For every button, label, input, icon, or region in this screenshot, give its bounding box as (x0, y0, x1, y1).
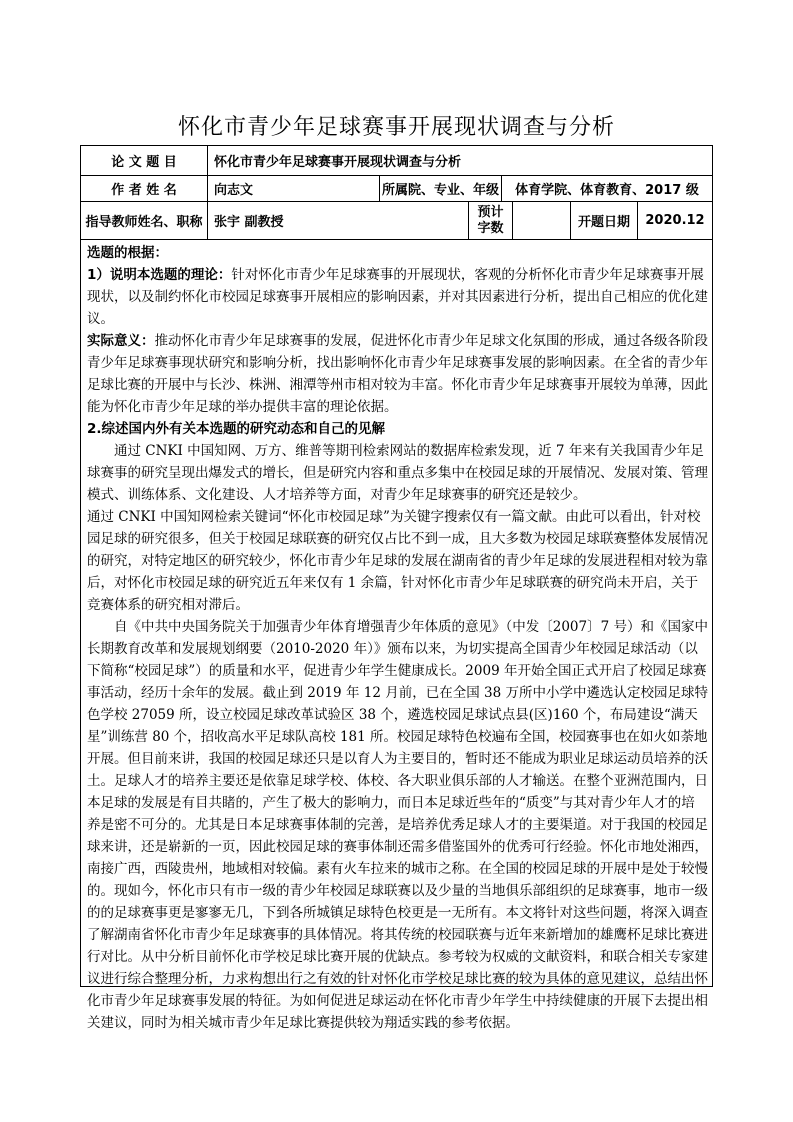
review-heading: 2.综述国内外有关本选题的研究动态和自己的见解 (87, 421, 386, 437)
author-name-label: 作 者 姓 名 (111, 183, 177, 198)
word-count-label-line1: 预计 (477, 204, 504, 220)
proposal-body (87, 242, 708, 1034)
form-row-author (81, 176, 712, 202)
significance-paragraph (87, 330, 708, 418)
review-paragraph-1: 通过 CNKI 中国知网、万方、维普等期刊检索网站的数据库检索发现，近 7 年来有关我国青少年足球赛事的研究呈现出爆发式的增长，但是研究内容和重点多集中在校园足球的开展情况、发展对策、管理模式、训练体系、文化建设、人才培养等方面，对青少年足球赛事的研究还是较少。 (87, 443, 708, 503)
start-date-value: 2020.12 (637, 202, 712, 239)
theory-paragraph (87, 264, 708, 330)
review-paragraph-3: 自《中共中央国务院关于加强青少年体育增强青少年体质的意见》（中发〔2007〕7 号）和《国家中长期教育改革和发展规划纲要（2010-2020 年）》颁布以来，为切实提高全国青少年校园足球活动（以下简称“校园足球”）的质量和水平，促进青少年学生健康成长。2009 年开始全国正式开启了校园足球赛事活动，经历十余年的发展。截止到 2019 年 12 月前，已在全国 38 万所中小学中遴选认定校园足球特色学校 27059 所，设立校园足球改革试验区 38 个，遴选校园足球试点县(区)160 个，布局建设“满天星”训练营 80 个，招收高水平足球队高校 181 所。校园足球特色校遍布全国，校园赛事也在如火如荼地开展。但目前来讲，我国的校园足球还只是以育人为主要目的，暂时还不能成为职业足球运动员培养的沃土。足球人才的培养主要还是依靠足球学校、体校、各大职业俱乐部的人才输送。在整个亚洲范围内，日本足球的发展是有目共睹的，产生了极大的影响力，而日本足球近些年的“质变”与其对青少年人才的培养是密不可分的。尤其是日本足球赛事体制的完善，是培养优秀足球人才的主要渠道。对于我国的校园足球来讲，还是崭新的一页，因此校园足球的赛事体制还需多借鉴国外的优秀可行经验。怀化市地处湘西，南接广西，西陵贵州，地域相对较偏。素有火车拉来的城市之称。在全国的校园足球的开展中是处于较慢的。现如今，怀化市只有市一级的青少年校园足球联赛以及少量的当地俱乐部组织的足球赛事，地市一级的的足球赛事更是寥寥无几，下到各所城镇足球特色校更是一无所有。本文将针对这些问题，将深入调查了解湖南省怀化市青少年足球赛事的具体情况。将其传统的校园联赛与近年来新增加的雄鹰杯足球比赛进行对比。从中分析目前怀化市学校足球比赛开展的优缺点。参考较为权威的文献资料，和联合相关专家建议进行综合整理分析，力求构想出行之有效的针对怀化市学校足球比赛的较为具体的意见建议，总结出怀化市青少年足球赛事发展的特征。为如何促进足球运动在怀化市青少年学生中持续健康的开展下去提出相关建议，同时为相关城市青少年足球比赛提供较为翔适实践的参考依据。 (87, 619, 708, 1031)
form-row-advisor (81, 202, 712, 240)
thesis-title-label: 论 文 题 目 (111, 155, 177, 170)
start-date-label: 开题日期 (570, 202, 637, 239)
advisor-label: 指导教师姓名、职称 (85, 215, 203, 230)
page-title: 怀化市青少年足球赛事开展现状调查与分析 (177, 115, 615, 140)
department-value: 体育学院、体育教育、2017 级 (501, 176, 712, 201)
significance-text: 推动怀化市青少年足球赛事的发展，促进怀化市青少年足球文化氛围的形成，通过各级各阶段青少年足球赛事现状研究和影响分析，找出影响怀化市青少年足球赛事发展的影响因素。在全省的青少年足球比赛的开展中与长沙、株洲、湘潭等州市相对较为丰富。怀化市青少年足球赛事开展较为单薄，因此能为怀化市青少年足球的举办提供丰富的理论依据。 (87, 333, 708, 415)
thesis-title-value: 怀化市青少年足球赛事开展现状调查与分析 (207, 146, 712, 175)
theory-lead: 1）说明本选题的理论： (87, 267, 232, 283)
advisor-value: 张宇 副教授 (207, 202, 468, 239)
author-name-value: 向志文 (207, 176, 379, 201)
department-label: 所属院、专业、年级 (379, 176, 501, 201)
basis-heading: 选题的根据： (87, 245, 168, 261)
form-row-thesis-title (81, 146, 712, 176)
proposal-form-table (80, 145, 713, 1031)
word-count-value (512, 202, 570, 239)
word-count-label (468, 202, 512, 239)
significance-lead: 实际意义： (87, 333, 155, 349)
review-paragraph-2: 通过 CNKI 中国知网检索关键词“怀化市校园足球”为关键字搜索仅有一篇文献。由此可以看出，针对校园足球的研究很多，但关于校园足球联赛的研究仅占比不到一成，且大多数为校园足球联赛整体发展情况的研究，对特定地区的研究较少，怀化市青少年足球的发展在湖南省的青少年足球的发展进程相对较为靠后，对怀化市校园足球的研究近五年来仅有 1 余篇，针对怀化市青少年足球联赛的研究尚未开启，关于竞赛体系的研究相对滞后。 (87, 509, 708, 613)
theory-text: 针对怀化市青少年足球赛事的开展现状，客观的分析怀化市青少年足球赛事开展现状，以及制约怀化市校园足球赛事开展相应的影响因素，并对其因素进行分析，提出自己相应的优化建议。 (87, 267, 708, 327)
word-count-label-line2: 字数 (477, 220, 504, 236)
